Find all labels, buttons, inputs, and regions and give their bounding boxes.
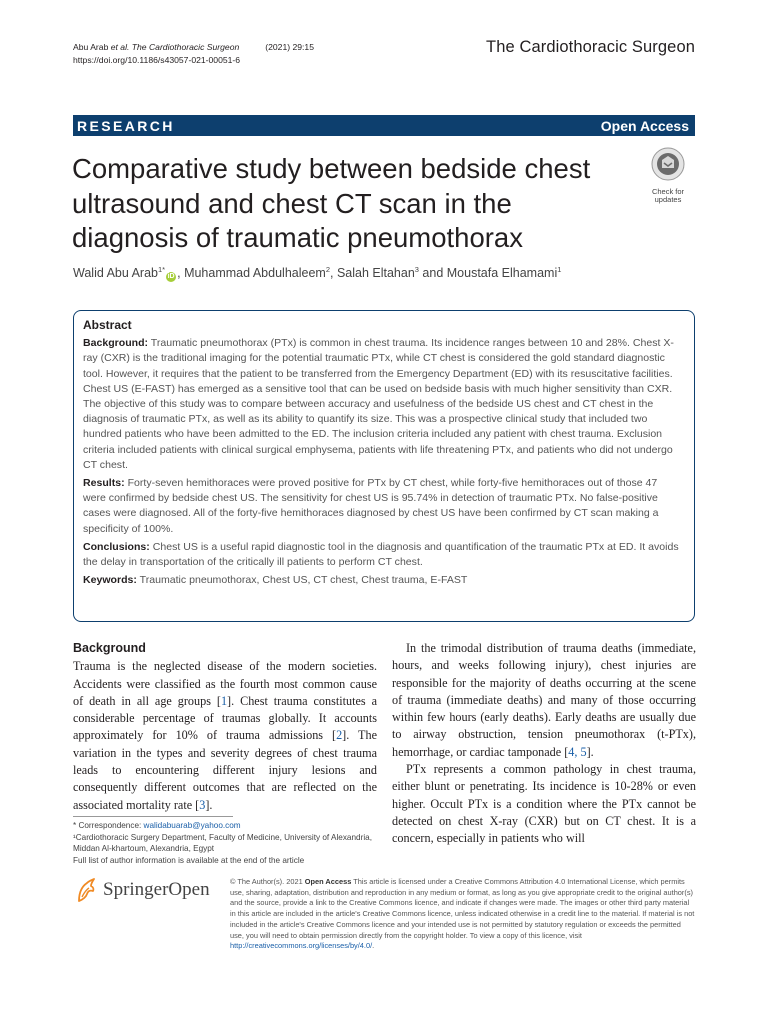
- footnote-divider: [73, 816, 233, 817]
- orcid-icon[interactable]: iD: [167, 273, 175, 281]
- abstract-results: [83, 476, 683, 537]
- license-link[interactable]: http://creativecommons.org/licenses/by/4.0/: [230, 941, 373, 951]
- keywords-text: Traumatic pneumothorax, Chest US, CT chest, Chest trauma, E-FAST: [139, 574, 468, 587]
- correspondence-label: * Correspondence:: [73, 821, 144, 830]
- license-open-access: Open Access: [304, 877, 352, 886]
- author-separator: ,: [329, 266, 337, 281]
- author-name[interactable]: Muhammad Abdulhaleem: [184, 266, 326, 281]
- springer-horse-icon: [75, 877, 97, 903]
- citation-year: (2021) 29:15: [265, 42, 314, 52]
- article-type-label: RESEARCH: [77, 117, 175, 134]
- body-text: ]. The variation in the types and severity degrees of chest trauma leads to encountering different injury lesions and consequently different outcomes that are reflected on the associated mortality rate [: [73, 728, 377, 812]
- license-body: This article is licensed under a Creative Commons Attribution 4.0 International License, which permits use, sharing, adaptation, distribution and reproduction in any medium or format, as long as you give appropriate credit to the original author(s) and the source, provide a link to the Creative Commons licence, and indicate if changes were made. The images or other third party material in this article are included in the article's Creative Commons licence, unless indicated otherwise in a credit line to the material. If material is not included in the article's Creative Commons licence and your intended use is not permitted by statutory regulation or exceeds the permitted use, you will need to obtain permission directly from the copyright holder. To view a copy of this licence, visit: [230, 877, 695, 940]
- abstract-results-text: Forty-seven hemithoraces were proved positive for PTx by CT chest, while forty-five hemithoraces out of those 47 were confirmed by bedside chest US. The sensitivity for chest US is 95.74% in detection of traumatic PTx. No false-positive cases were diagnosed. All of the forty-five hemithoraces diagnosed by chest US have been confirmed by CT scan making a specificity of 100%.: [83, 477, 659, 535]
- affiliation-text: ¹Cardiothoracic Surgery Department, Faculty of Medicine, University of Alexandria, Middan Al-khartoum, Alexandria, Egypt: [73, 832, 372, 854]
- correspondence-email[interactable]: walidabuarab@yahoo.com: [143, 821, 241, 830]
- abstract-background: [83, 336, 683, 473]
- body-column-left: [73, 640, 377, 814]
- author-separator: and: [418, 266, 447, 281]
- author-name[interactable]: Salah Eltahan: [336, 266, 415, 281]
- citation-journal: et al. The Cardiothoracic Surgeon: [110, 42, 240, 52]
- license-copyright: © The Author(s). 2021: [230, 877, 305, 886]
- author-name[interactable]: Moustafa Elhamami: [446, 266, 558, 281]
- check-updates-icon: [651, 147, 685, 181]
- body-text: ].: [586, 744, 594, 759]
- author-list: [73, 265, 561, 282]
- abstract-results-label: Results:: [83, 477, 125, 490]
- citation-header: [73, 41, 314, 67]
- author-affil-mark: 2: [325, 265, 330, 274]
- body-paragraph: [73, 658, 377, 814]
- body-paragraph: [392, 640, 696, 761]
- license-end: .: [372, 941, 375, 951]
- body-text: Trauma is the neglected disease of the modern societies. Accidents were classified as the fourth most common cause of death in all age groups [: [73, 659, 377, 708]
- body-paragraph: PTx represents a common pathology in chest trauma, either blunt or penetrating. Its incidence is 10-28% or even higher. Occult PTx is a condition where the PTx cannot be detected on chest X-ray (CXR) but on CT chest. It is a concern, especially in patients who will: [392, 762, 696, 846]
- body-column-right: [392, 640, 696, 848]
- body-text: ].: [205, 797, 213, 812]
- author-info-note: Full list of author information is available at the end of the article: [73, 855, 305, 865]
- abstract-background-text: Traumatic pneumothorax (PTx) is common in chest trauma. Its incidence ranges between 10 and 28%. Chest X-ray (CXR) is the traditional imaging for the potential traumatic PTx, while CT chest is considered the gold standard diagnostic tool. However, it requires that the patient to be transferred from the Emergency Department (ED) with its resuscitative facilities. Chest US (E-FAST) has emerged as a sensitive tool that can be used on bedside basis with much higher sensitivity than CXR. The objective of this study was to compare between accuracy and usefulness of the bedside US chest and CT chest in the diagnosis of traumatic PTx, as well as its ability to quantify its size. This was a prospective clinical study that included two hundred patients who have been admitted to the ED. The inclusion criteria included any patient with chest trauma. Exclusion criteria included patients with clinical surgical emphysema, patients with life threatening PTx, and patients who did not undergo CT chest.: [83, 337, 674, 471]
- author-name[interactable]: Walid Abu Arab: [73, 266, 159, 281]
- citation-link[interactable]: 2: [336, 728, 343, 743]
- article-title: Comparative study between bedside chest ultrasound and chest CT scan in the diagnosis of traumatic pneumothorax: [72, 153, 591, 253]
- abstract-conclusions-label: Conclusions:: [83, 540, 150, 553]
- article-type-banner: [73, 115, 695, 136]
- citation-link[interactable]: 1: [220, 693, 228, 708]
- keywords-label: Keywords:: [83, 574, 137, 587]
- author-affil-mark: 1*: [158, 265, 166, 274]
- check-for-updates-button[interactable]: [641, 147, 695, 203]
- author-separator: ,: [177, 266, 185, 281]
- citation-link[interactable]: 4, 5: [568, 744, 587, 759]
- author-affil-mark: 1: [557, 265, 562, 274]
- citation-authors: Abu Arab: [73, 42, 111, 52]
- citation-link[interactable]: 3: [199, 797, 206, 812]
- section-heading-background: Background: [73, 641, 146, 655]
- publisher-logo: [75, 876, 210, 904]
- abstract-heading: Abstract: [83, 318, 132, 332]
- footnote: [73, 820, 373, 866]
- abstract-background-label: Background:: [83, 337, 149, 350]
- body-text: In the trimodal distribution of trauma deaths (immediate, hours, and weeks following injury), chest injuries are responsible for the majority of deaths occurring at the scene of trauma (immediate deaths) and many of those occurring within few hours (early deaths). Early deaths are usually due to airway obstruction, tension pneumothorax (t-PTx), hemorrhage, or cardiac tamponade [: [392, 641, 696, 759]
- abstract-box: [73, 310, 695, 622]
- abstract-conclusions: [83, 540, 683, 570]
- body-text: ]. Chest trauma constitutes a considerable percentage of traumas globally. It accounts approximately for 10% of trauma admissions [: [73, 693, 377, 743]
- abstract-keywords: [83, 573, 683, 588]
- journal-name: The Cardiothoracic Surgeon: [486, 38, 695, 56]
- open-access-label: Open Access: [600, 117, 689, 134]
- author-affil-mark: 3: [414, 265, 419, 274]
- check-updates-label: Check for updates: [651, 187, 685, 204]
- doi-link[interactable]: https://doi.org/10.1186/s43057-021-00051-6: [73, 55, 241, 65]
- license-text: [230, 877, 695, 952]
- publisher-brand: SpringerOpen: [103, 879, 210, 900]
- abstract-conclusions-text: Chest US is a useful rapid diagnostic tool in the diagnosis and quantification of the traumatic PTx at ED. It avoids the delay in transportation of the critically ill patients to perform CT chest.: [83, 540, 679, 569]
